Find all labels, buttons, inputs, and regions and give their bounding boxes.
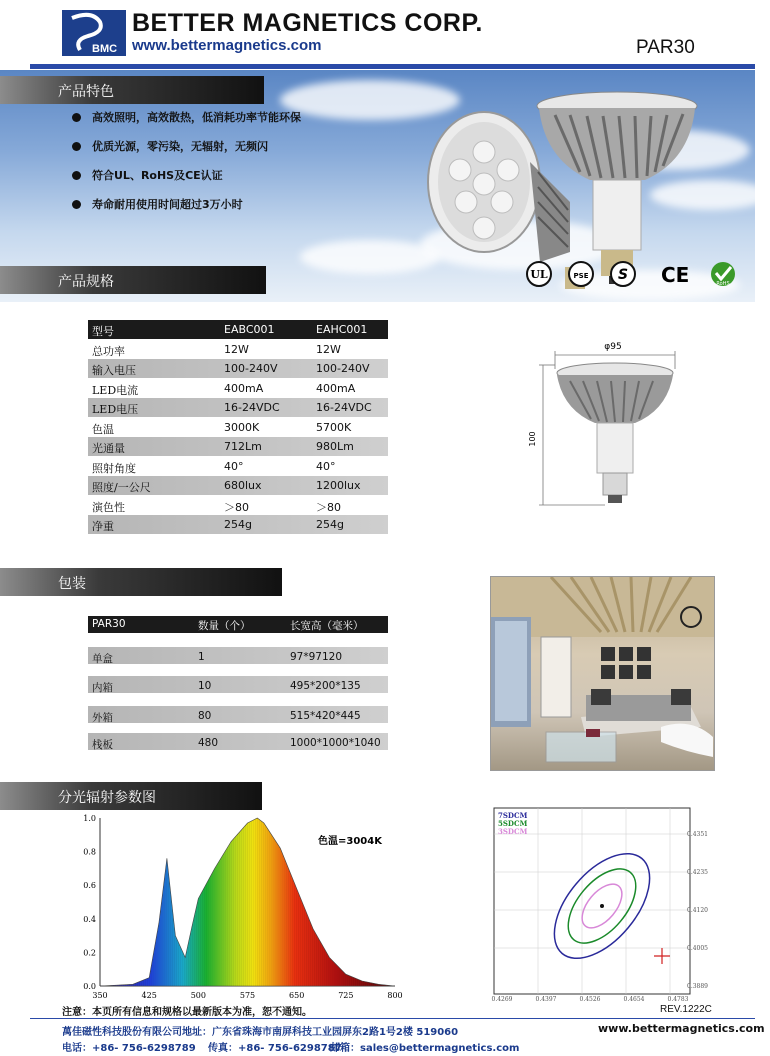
section-packaging-bar bbox=[0, 568, 282, 596]
spec-label: 总功率 bbox=[92, 344, 125, 358]
pse-cert-icon bbox=[569, 262, 593, 286]
spec-label: LED电流 bbox=[92, 383, 139, 397]
packaging-label: 外箱 bbox=[92, 712, 113, 724]
dimension-drawing bbox=[515, 335, 715, 515]
section-features-bar bbox=[0, 76, 264, 104]
logo-text: BMC bbox=[92, 43, 118, 55]
section-specs-bar bbox=[0, 266, 266, 294]
notice-text: 注意：本页所有信息和规格以最新版本为准，恕不通知。 bbox=[62, 1007, 312, 1018]
y-tick-label: 0.8 bbox=[83, 847, 96, 857]
s-cert-icon bbox=[611, 262, 635, 286]
rohs-cert-icon bbox=[711, 262, 735, 287]
spec-value: 12W bbox=[316, 342, 341, 356]
bullet-icon bbox=[72, 171, 81, 180]
feature-item: 寿命耐用使用时间超过3万小时 bbox=[92, 198, 243, 211]
spec-table-row bbox=[88, 359, 388, 378]
spec-label: 型号 bbox=[92, 325, 114, 338]
packaging-value: 480 bbox=[198, 737, 219, 749]
y-tick-label: 0.2 bbox=[83, 948, 96, 958]
logo-s-mark bbox=[62, 10, 126, 56]
spec-table-row bbox=[88, 418, 388, 437]
spec-value: ＞80 bbox=[224, 500, 249, 514]
spec-label: 净重 bbox=[92, 520, 114, 533]
product-model: PAR30 bbox=[636, 37, 695, 58]
packaging-value: 1 bbox=[198, 651, 205, 663]
spec-table-row bbox=[88, 379, 388, 398]
packaging-value: 80 bbox=[198, 710, 212, 722]
living-room-photo bbox=[490, 576, 715, 771]
spec-value: EABC001 bbox=[224, 323, 275, 336]
spec-value: 400mA bbox=[316, 381, 356, 395]
spec-value: 712Lm bbox=[224, 440, 262, 453]
packaging-label: 单盒 bbox=[92, 653, 113, 665]
packaging-value: 1000*1000*1040 bbox=[290, 737, 381, 749]
svg-text:UL: UL bbox=[530, 268, 548, 281]
spec-value: 100-240V bbox=[224, 362, 278, 375]
footer-address: 萬佳磁性科技股份有限公司地址：广东省珠海市南屏科技工业园屏东2路1号2楼 519060 bbox=[62, 1027, 459, 1038]
spec-value: 980Lm bbox=[316, 440, 354, 453]
packaging-label: PAR30 bbox=[92, 618, 126, 630]
revision-text: REV.1222C bbox=[660, 1004, 712, 1015]
spec-label: 光通量 bbox=[92, 442, 125, 455]
spec-value: 16-24VDC bbox=[316, 401, 372, 414]
spec-label: 演色性 bbox=[92, 500, 125, 514]
packaging-label: 内箱 bbox=[92, 682, 113, 694]
packaging-row bbox=[88, 733, 388, 750]
y-tick-label: 0.4005 bbox=[687, 945, 708, 952]
spec-value: 400mA bbox=[224, 381, 264, 395]
svg-text:PSE: PSE bbox=[573, 272, 589, 280]
x-tick-label: 575 bbox=[239, 991, 256, 1000]
section-packaging-title: 包装 bbox=[58, 576, 86, 592]
center-point bbox=[600, 904, 604, 908]
spec-table-row bbox=[88, 515, 388, 534]
spec-value: 254g bbox=[224, 518, 252, 531]
y-tick-label: 0.4235 bbox=[687, 869, 708, 876]
certification-logos bbox=[525, 260, 745, 288]
spec-label: LED电压 bbox=[92, 403, 139, 416]
packaging-row bbox=[88, 706, 388, 723]
y-tick-label: 0.6 bbox=[83, 881, 96, 891]
packaging-value: 97*97120 bbox=[290, 651, 343, 663]
spec-value: ＞80 bbox=[316, 500, 341, 514]
spec-label: 照射角度 bbox=[92, 461, 136, 475]
packaging-value: 515*420*445 bbox=[290, 710, 361, 722]
header-rule bbox=[30, 64, 755, 69]
ul-cert-icon bbox=[527, 262, 551, 286]
spec-value: EAHC001 bbox=[316, 323, 368, 336]
spec-label: 照度/一公尺 bbox=[92, 481, 151, 494]
svg-text:S: S bbox=[617, 267, 629, 283]
footer-fax: 传真：+86- 756-6298787 bbox=[208, 1043, 342, 1054]
spec-value: 12W bbox=[224, 342, 249, 356]
x-tick-label: 800 bbox=[387, 991, 403, 1000]
spectrum-chart bbox=[60, 808, 410, 1003]
bullet-icon bbox=[72, 200, 81, 209]
x-tick-label: 0.4526 bbox=[579, 996, 601, 1002]
header-website[interactable]: www.bettermagnetics.com bbox=[132, 37, 322, 54]
y-tick-label: 0.0 bbox=[83, 982, 96, 991]
y-tick-label: 0.3889 bbox=[687, 983, 708, 990]
svg-text:RoHS: RoHS bbox=[716, 281, 730, 287]
packaging-value: 数量（个） bbox=[198, 620, 251, 632]
spec-table-row bbox=[88, 476, 388, 495]
spec-table-row bbox=[88, 398, 388, 417]
packaging-value: 495*200*135 bbox=[290, 680, 361, 692]
footer-tel: 电话：+86- 756-6298789 bbox=[62, 1043, 196, 1054]
spec-value: 40° bbox=[316, 459, 336, 473]
spec-value: 3000K bbox=[224, 420, 260, 434]
feature-item: 优质光源，零污染，无辐射，无频闪 bbox=[92, 140, 268, 153]
x-tick-label: 0.4269 bbox=[491, 996, 513, 1002]
x-tick-label: 425 bbox=[141, 991, 157, 1000]
x-tick-label: 0.4654 bbox=[623, 996, 645, 1002]
spec-value: 680lux bbox=[224, 479, 262, 492]
packaging-value: 长宽高（毫米） bbox=[290, 620, 364, 632]
legend-entry: 3SDCM bbox=[498, 827, 528, 836]
diameter-label: φ95 bbox=[604, 342, 622, 352]
footer-rule bbox=[30, 1018, 755, 1019]
packaging-label: 栈板 bbox=[92, 739, 113, 751]
y-tick-label: 1.0 bbox=[83, 814, 96, 823]
legend-entry: 5SDCM bbox=[498, 819, 528, 828]
x-tick-label: 650 bbox=[289, 991, 305, 1000]
packaging-value: 10 bbox=[198, 680, 212, 692]
spec-value: 254g bbox=[316, 518, 344, 531]
spec-value: 5700K bbox=[316, 420, 352, 434]
feature-item: 高效照明，高效散热，低消耗功率节能环保 bbox=[92, 111, 301, 124]
packaging-header bbox=[88, 616, 388, 633]
x-tick-label: 500 bbox=[190, 991, 206, 1000]
company-name: BETTER MAGNETICS CORP. bbox=[132, 9, 483, 37]
spec-table-header bbox=[88, 320, 388, 339]
footer-website[interactable]: www.bettermagnetics.com bbox=[598, 1022, 765, 1035]
x-tick-label: 0.4397 bbox=[535, 996, 557, 1002]
spec-value: 1200lux bbox=[316, 479, 361, 492]
y-tick-label: 0.4 bbox=[83, 914, 96, 924]
ce-cert-icon bbox=[661, 263, 689, 287]
packaging-row bbox=[88, 647, 388, 664]
spec-table-row bbox=[88, 496, 388, 515]
spec-value: 16-24VDC bbox=[224, 401, 280, 414]
bullet-icon bbox=[72, 113, 81, 122]
spec-label: 输入电压 bbox=[92, 364, 136, 377]
x-tick-label: 350 bbox=[92, 991, 108, 1000]
chromaticity-chart bbox=[490, 806, 710, 1002]
packaging-row bbox=[88, 676, 388, 693]
x-tick-label: 725 bbox=[338, 991, 354, 1000]
spec-table-row bbox=[88, 340, 388, 359]
x-tick-label: 0.4783 bbox=[667, 996, 689, 1002]
feature-item: 符合UL、RoHS及CE认证 bbox=[92, 169, 223, 182]
spec-value: 100-240V bbox=[316, 362, 370, 375]
y-tick-label: 0.4120 bbox=[687, 907, 708, 914]
height-label: 100 bbox=[528, 431, 537, 447]
section-features-title: 产品特色 bbox=[58, 84, 114, 100]
section-specs-title: 产品规格 bbox=[58, 274, 114, 290]
color-temp-annotation: 色温=3004K bbox=[318, 836, 382, 847]
svg-text:CE: CE bbox=[661, 263, 690, 287]
company-logo bbox=[62, 10, 126, 56]
spec-label: 色温 bbox=[92, 422, 114, 436]
section-spectrum-bar bbox=[0, 782, 262, 810]
bullet-icon bbox=[72, 142, 81, 151]
y-tick-label: 0.4351 bbox=[687, 831, 708, 838]
chromaticity-legend bbox=[498, 811, 528, 836]
spec-table-row bbox=[88, 457, 388, 476]
spec-value: 40° bbox=[224, 459, 244, 473]
footer-email[interactable]: 邮箱：sales@bettermagnetics.com bbox=[330, 1043, 520, 1054]
section-spectrum-title: 分光辐射参数图 bbox=[58, 790, 156, 806]
spec-table-row bbox=[88, 437, 388, 456]
legend-entry: 7SDCM bbox=[498, 811, 528, 820]
